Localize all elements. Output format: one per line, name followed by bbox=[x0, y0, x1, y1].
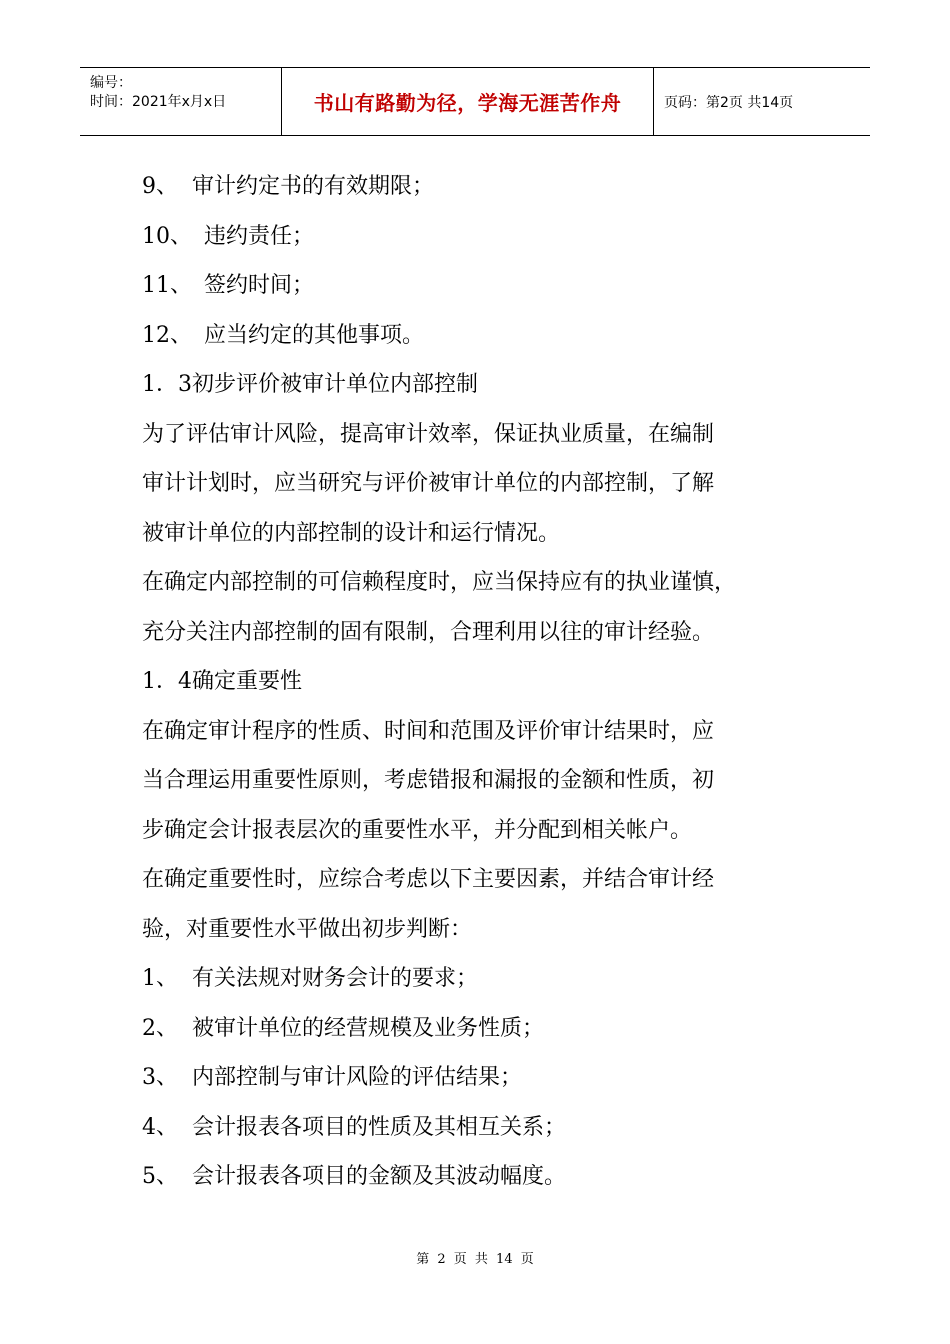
list-text: 会计报表各项目的性质及其相互关系； bbox=[192, 1114, 567, 1140]
list-item bbox=[142, 1152, 832, 1202]
list-text: 内部控制与审计风险的评估结果； bbox=[192, 1065, 523, 1090]
paragraph-line: 当合理运用重要性原则，考虑错报和漏报的金额和性质，初 bbox=[142, 768, 715, 793]
list-item bbox=[142, 1053, 832, 1103]
list-text: 有关法规对财务会计的要求； bbox=[192, 966, 479, 991]
paragraph-line: 审计计划时，应当研究与评价被审计单位的内部控制，了解 bbox=[142, 471, 715, 496]
page-header bbox=[80, 67, 870, 136]
list-text: 签约时间； bbox=[204, 273, 315, 298]
list-item bbox=[142, 1004, 832, 1054]
paragraph-line: 在确定审计程序的性质、时间和范围及评价审计结果时，应 bbox=[142, 718, 715, 744]
section-heading: 1．4确定重要性 bbox=[142, 669, 302, 694]
paragraph-line: 为了评估审计风险，提高审计效率，保证执业质量，在编制 bbox=[142, 421, 715, 447]
list-number: 9、 bbox=[142, 174, 178, 199]
section-heading: 1．3初步评价被审计单位内部控制 bbox=[142, 372, 478, 397]
list-text: 应当约定的其他事项。 bbox=[204, 322, 425, 348]
list-number: 2、 bbox=[142, 1015, 178, 1041]
list-item bbox=[142, 212, 832, 262]
document-body bbox=[142, 162, 832, 1202]
list-number: 10、 bbox=[142, 223, 192, 249]
list-item bbox=[142, 261, 832, 311]
header-page-info: 页码：第2页 共14页 bbox=[664, 94, 794, 111]
header-meta bbox=[80, 68, 282, 135]
paragraph-line: 验，对重要性水平做出初步判断： bbox=[142, 916, 473, 942]
list-number: 1、 bbox=[142, 966, 178, 991]
list-number: 12、 bbox=[142, 322, 192, 348]
page-footer: 第 2 页 共 14 页 bbox=[416, 1252, 534, 1267]
paragraph-line: 在确定内部控制的可信赖程度时，应当保持应有的执业谨慎， bbox=[142, 570, 737, 595]
list-text: 违约责任； bbox=[204, 223, 315, 249]
list-item bbox=[142, 954, 832, 1004]
list-item bbox=[142, 162, 832, 212]
list-item bbox=[142, 1103, 832, 1153]
header-motto: 书山有路勤为径，学海无涯苦作舟 bbox=[282, 68, 654, 135]
paragraph-line: 充分关注内部控制的固有限制，合理利用以往的审计经验。 bbox=[142, 619, 715, 645]
list-number: 4、 bbox=[142, 1114, 178, 1140]
list-item bbox=[142, 311, 832, 361]
document-time: 时间：2021年x月x日 bbox=[90, 94, 227, 110]
list-text: 被审计单位的经营规模及业务性质； bbox=[192, 1015, 545, 1041]
list-number: 3、 bbox=[142, 1065, 178, 1090]
list-number: 11、 bbox=[142, 273, 192, 298]
paragraph-line: 在确定重要性时，应综合考虑以下主要因素，并结合审计经 bbox=[142, 867, 715, 892]
list-number: 5、 bbox=[142, 1164, 178, 1189]
paragraph-line: 步确定会计报表层次的重要性水平，并分配到相关帐户。 bbox=[142, 817, 693, 843]
document-number-label: 编号： bbox=[90, 75, 132, 91]
list-text: 会计报表各项目的金额及其波动幅度。 bbox=[192, 1164, 567, 1189]
list-text: 审计约定书的有效期限； bbox=[192, 174, 435, 199]
paragraph-line: 被审计单位的内部控制的设计和运行情况。 bbox=[142, 520, 561, 546]
